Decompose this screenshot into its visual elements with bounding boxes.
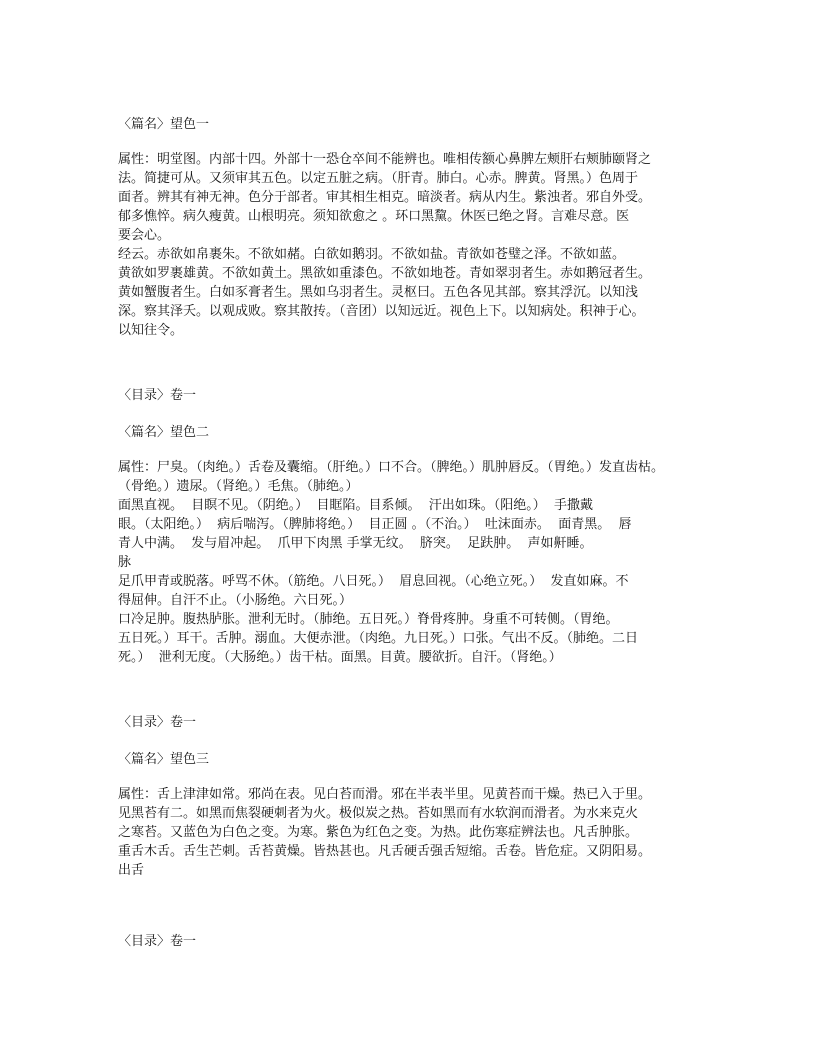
text-line: 郁多憔悴。病久瘦黄。山根明亮。须知欲愈之 。环口黑黧。休医已绝之肾。言难尽意。医 bbox=[118, 209, 630, 224]
text-line: 眼。（太阳绝。） 病后喘泻。（脾肺将绝。） 目正圆 。（不治。） 吐沫面赤。 面青黑。 唇 bbox=[118, 517, 632, 532]
text-line: 重舌木舌。舌生芒刺。舌苔黄燥。皆热甚也。凡舌硬舌强舌短缩。舌卷。皆危症。又阴阳易。 bbox=[118, 844, 652, 859]
text-line: 以知往令。 bbox=[118, 323, 184, 338]
text-line: 出舌 bbox=[118, 863, 145, 878]
section-body bbox=[118, 785, 718, 880]
toc-label: 〈目录〉卷一 bbox=[118, 388, 197, 403]
text-line: 面黑直视。 目瞑不见。（阴绝。） 目眶陷。目系倾。 汗出如珠。（阳绝。） 手撒戴 bbox=[118, 498, 594, 513]
section-body bbox=[118, 458, 718, 667]
text-line: 法。简捷可从。又须审其五色。以定五脏之病。（肝青。肺白。心赤。脾黄。肾黑。）色周于 bbox=[118, 171, 639, 186]
text-line: 口冷足肿。腹热胪胀。泄利无时。（肺绝。五日死。）脊骨疼肿。身重不可转侧。（胃绝。 bbox=[118, 612, 619, 627]
section-heading: 〈篇名〉望色二 bbox=[118, 425, 210, 440]
section-1 bbox=[118, 115, 718, 340]
section-2 bbox=[118, 386, 718, 667]
toc-label: 〈目录〉卷一 bbox=[118, 715, 197, 730]
section-heading: 〈篇名〉望色一 bbox=[118, 117, 210, 132]
text-line: 脉 bbox=[118, 555, 132, 570]
text-line: 青人中满。 发与眉冲起。 爪甲下肉黑 手掌无纹。 脐突。 足趺肿。 声如鼾睡。 bbox=[118, 536, 593, 551]
text-line: 见黑苔有二。如黑而焦裂硬刺者为火。极似炭之热。苔如黑而有水软润而滑者。为水来克火 bbox=[118, 806, 639, 821]
text-line: 经云。赤欲如帛裹朱。不欲如赭。白欲如鹅羽。不欲如盐。青欲如苍璧之泽。不欲如蓝。 bbox=[118, 247, 626, 262]
text-line: 属性：明堂图。内部十四。外部十一恐仓卒间不能辨也。唯相传额心鼻脾左颊肝右颊肺颐肾之 bbox=[118, 152, 652, 167]
text-line: 得屈伸。自汗不止。（小肠绝。六日死。） bbox=[118, 593, 353, 608]
section-body bbox=[118, 150, 718, 340]
text-line: 足爪甲青或脱落。呼骂不休。（筋绝。八日死。） 眉息回视。（心绝立死。） 发直如麻。不 bbox=[118, 574, 629, 589]
text-line: 要会心。 bbox=[118, 228, 171, 243]
text-line: 属性：舌上津津如常。邪尚在表。见白苔而滑。邪在半表半里。见黄苔而干燥。热已入于里。 bbox=[118, 787, 652, 802]
text-line: 黄欲如罗裹雄黄。不欲如黄土。黑欲如重漆色。不欲如地苍。青如翠羽者生。赤如鹅冠者生。 bbox=[118, 266, 652, 281]
text-line: 死。） 泄利无度。（大肠绝。）齿干枯。面黑。目黄。腰欲折。自汗。（肾绝。） bbox=[118, 650, 562, 665]
section-4 bbox=[118, 932, 718, 951]
text-line: 属性：尸臭。（肉绝。）舌卷及囊缩。（肝绝。）口不合。（脾绝。）肌肿唇反。（胃绝。）发直齿枯。 bbox=[118, 460, 665, 475]
text-line: 深。察其泽夭。以观成败。察其散抟。（音团）以知远近。视色上下。以知病处。积神于心。 bbox=[118, 304, 645, 319]
text-line: 面者。辨其有神无神。色分于部者。审其相生相克。暗淡者。病从内生。紫浊者。邪自外受。 bbox=[118, 190, 652, 205]
section-heading: 〈篇名〉望色三 bbox=[118, 752, 210, 767]
text-line: 五日死。）耳干。舌肿。溺血。大便赤泄。（肉绝。九日死。）口张。气出不反。（肺绝。二日 bbox=[118, 631, 639, 646]
text-line: 之寒苔。又蓝色为白色之变。为寒。紫色为红色之变。为热。此伤寒症辨法也。凡舌肿胀。 bbox=[118, 825, 639, 840]
toc-label: 〈目录〉卷一 bbox=[118, 934, 197, 949]
section-3 bbox=[118, 713, 718, 880]
text-line: （骨绝。）遗尿。（肾绝。）毛焦。（肺绝。） bbox=[118, 479, 359, 494]
text-line: 黄如蟹腹者生。白如豕膏者生。黑如乌羽者生。灵枢曰。五色各见其部。察其浮沉。以知浅 bbox=[118, 285, 639, 300]
